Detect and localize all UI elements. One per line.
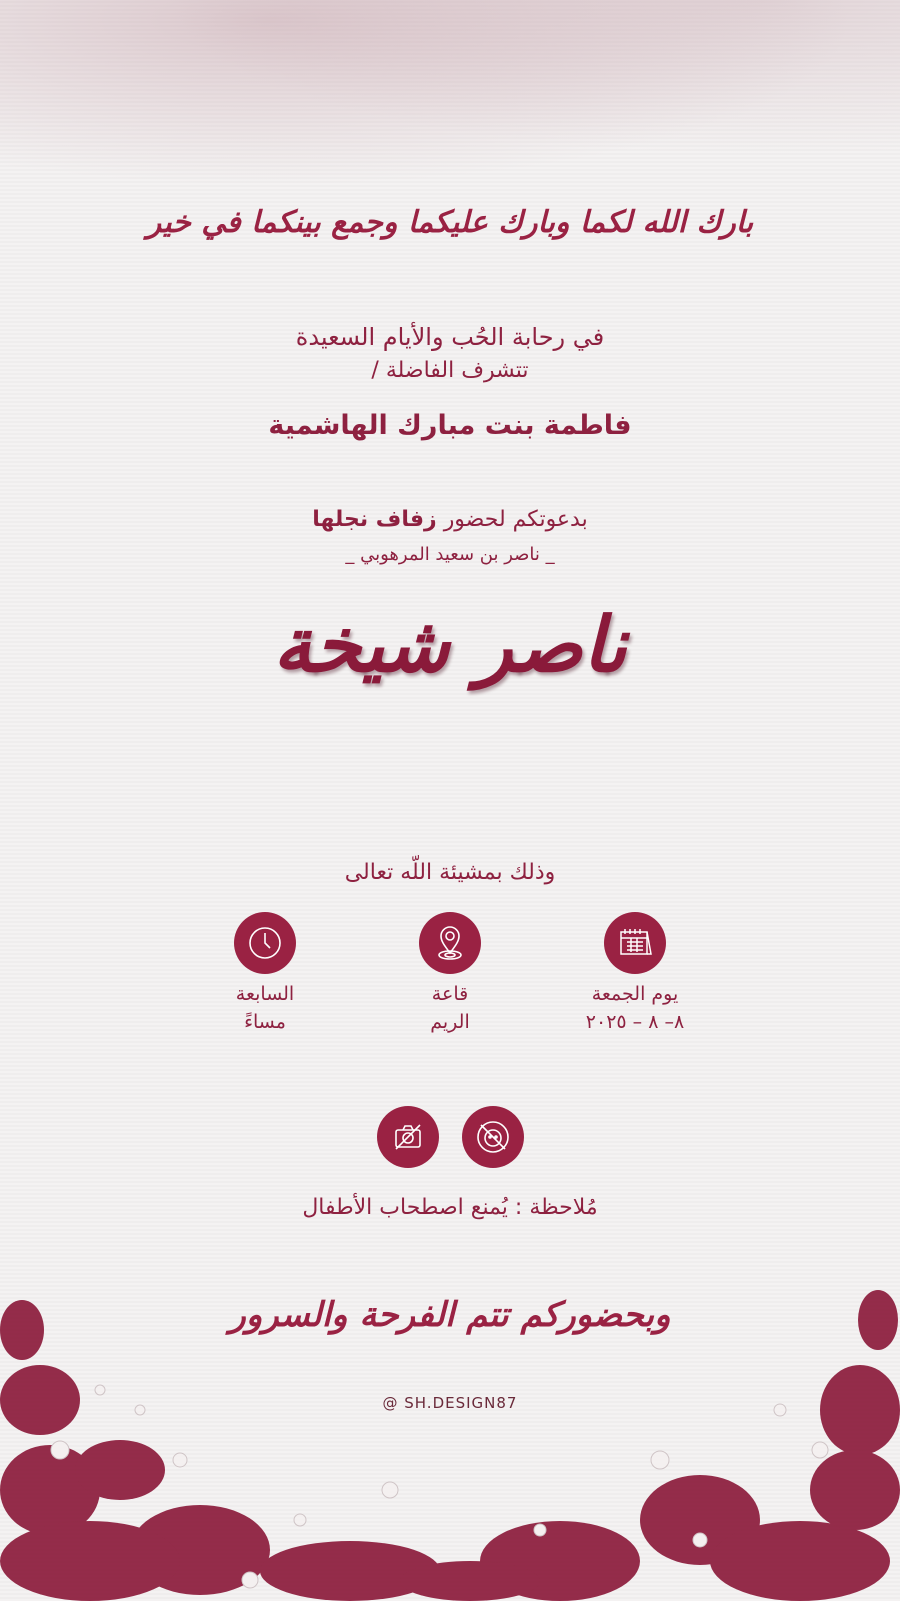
intro-line-1: في رحابة الحُب والأيام السعيدة — [295, 323, 605, 351]
top-floral-blur — [0, 0, 900, 200]
couple-names-calligraphy: ناصر شيخة — [273, 600, 627, 689]
invite-prefix: بدعوتكم لحضور — [443, 507, 588, 532]
groom-full-name: _ ناصر بن سعيد المرهوبي _ — [345, 544, 555, 565]
invite-emphasis: زفاف نجلها — [312, 507, 437, 532]
note-text: مُلاحظة : يُمنع اصطحاب الأطفال — [302, 1195, 598, 1220]
time-line-2: مساءً — [244, 1011, 286, 1033]
venue-line-1: قاعة — [431, 983, 469, 1005]
designer-handle: @ SH.DESIGN87 — [382, 1394, 518, 1412]
calendar-icon — [604, 912, 666, 974]
invite-line — [0, 507, 900, 532]
blessing-calligraphy: بارك الله لكما وبارك عليكما وجمع بينكما في خير — [146, 205, 754, 240]
date-text: ٨– ٨ – ٢٠٢٥ — [585, 1011, 685, 1033]
no-children-icon — [462, 1106, 524, 1168]
host-name: فاطمة بنت مبارك الهاشمية — [268, 410, 632, 441]
day-text: يوم الجمعة — [591, 983, 679, 1005]
god-willing-text: وذلك بمشيئة اللّه تعالى — [344, 860, 556, 885]
bottom-orchid-decoration — [0, 1290, 900, 1601]
clock-icon — [234, 912, 296, 974]
intro-line-2: تتشرف الفاضلة / — [371, 358, 529, 383]
venue-label — [370, 980, 530, 1036]
time-label — [185, 980, 345, 1036]
time-line-1: السابعة — [235, 983, 295, 1005]
no-camera-icon — [377, 1106, 439, 1168]
venue-line-2: الريم — [430, 1011, 470, 1033]
closing-calligraphy: وبحضوركم تتم الفرحة والسرور — [229, 1295, 671, 1335]
location-pin-icon — [419, 912, 481, 974]
date-label — [555, 980, 715, 1036]
